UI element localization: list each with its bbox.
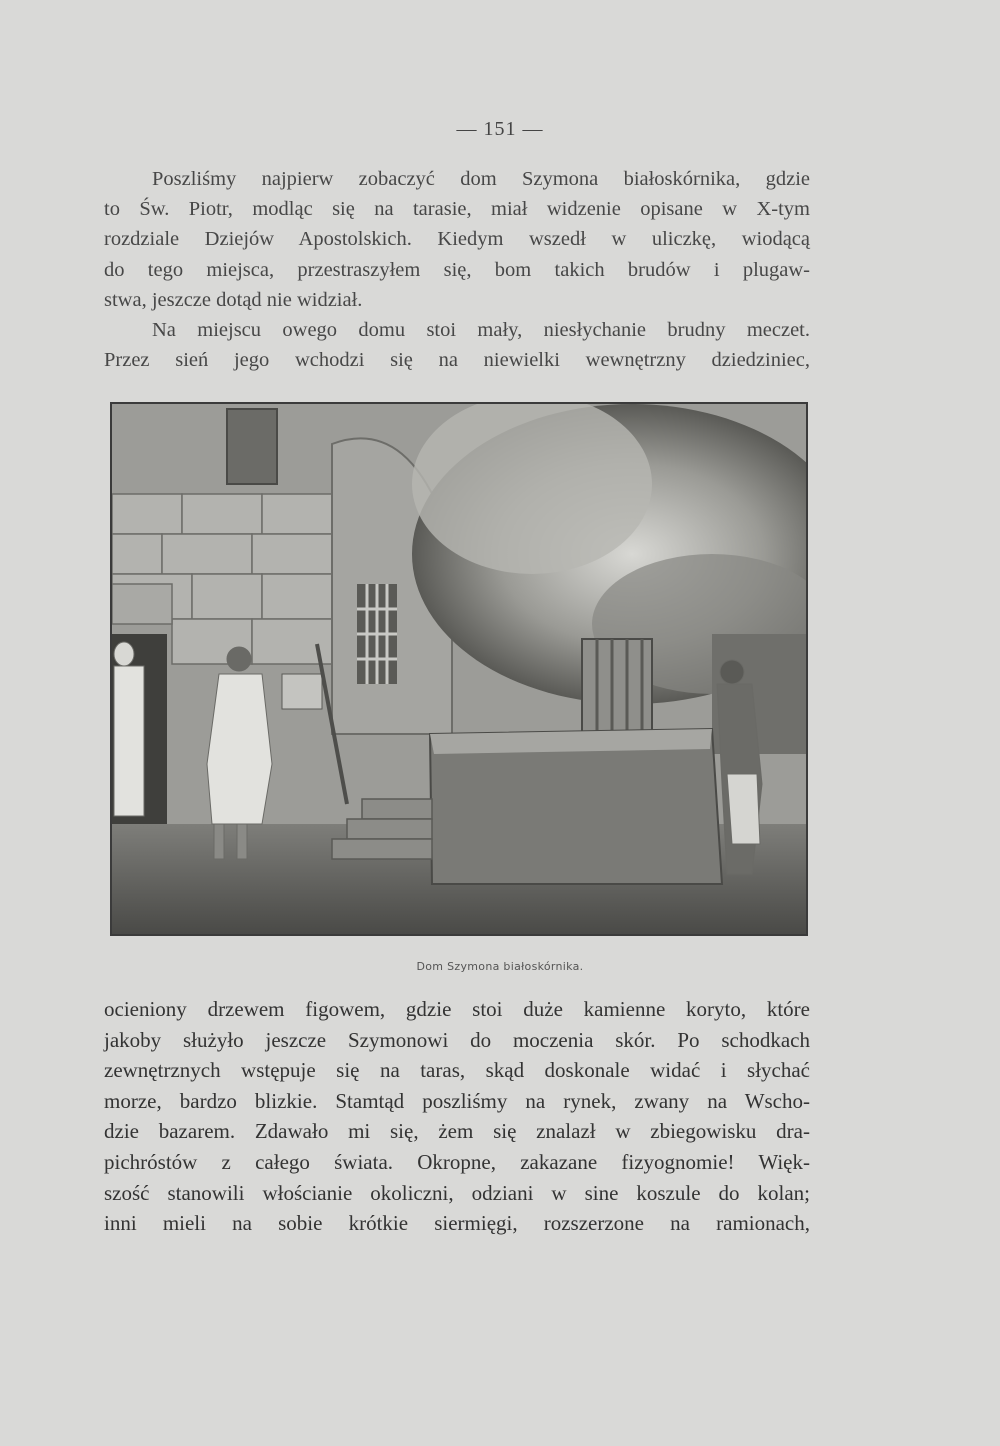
text-line: stwa, jeszcze dotąd nie widział. xyxy=(104,288,363,311)
courtyard-photograph xyxy=(110,402,808,936)
text-line: to Św. Piotr, modląc się na tarasie, miał widzenie opisane w X-tym xyxy=(104,198,810,221)
text-line: morze, bardzo blizkie. Stamtąd poszliśmy na rynek, zwany na Wscho- xyxy=(104,1088,810,1113)
text-line: ocieniony drzewem figowem, gdzie stoi duże kamienne koryto, które xyxy=(104,997,810,1021)
text-line: zewnętrznych wstępuje się na taras, skąd doskonale widać i słychać xyxy=(104,1058,810,1083)
text-line: rozdziale Dziejów Apostolskich. Kiedym wszedł w uliczkę, wiodącą xyxy=(104,228,810,251)
paragraph-bottom xyxy=(104,994,810,1239)
figure-caption: Dom Szymona białoskórnika. xyxy=(416,960,584,973)
text-line: jakoby służyło jeszcze Szymonowi do moczenia skór. Po schodkach xyxy=(104,1027,810,1052)
paragraph-top xyxy=(104,164,810,375)
text-line: Przez sień jego wchodzi się na niewielki wewnętrzny dziedziniec, xyxy=(104,349,810,372)
page-number: — 151 — xyxy=(456,118,544,140)
text-line: inni mieli na sobie krótkie siermięgi, rozszerzone na ramionach, xyxy=(104,1211,810,1236)
text-line: pichróstów z całego świata. Okropne, zakazane fizyognomie! Więk- xyxy=(104,1149,810,1174)
text-line: Poszliśmy najpierw zobaczyć dom Szymona białoskórnika, gdzie xyxy=(152,168,810,190)
text-line: do tego miejsca, przestraszyłem się, bom takich brudów i plugaw- xyxy=(104,258,810,281)
text-line: szość stanowili włościanie okoliczni, odziani w sine koszule do kolan; xyxy=(104,1180,810,1205)
text-line: Na miejscu owego domu stoi mały, niesłychanie brudny meczet. xyxy=(152,318,810,341)
text-line: dzie bazarem. Zdawało mi się, żem się znalazł w zbiegowisku dra- xyxy=(104,1119,810,1144)
